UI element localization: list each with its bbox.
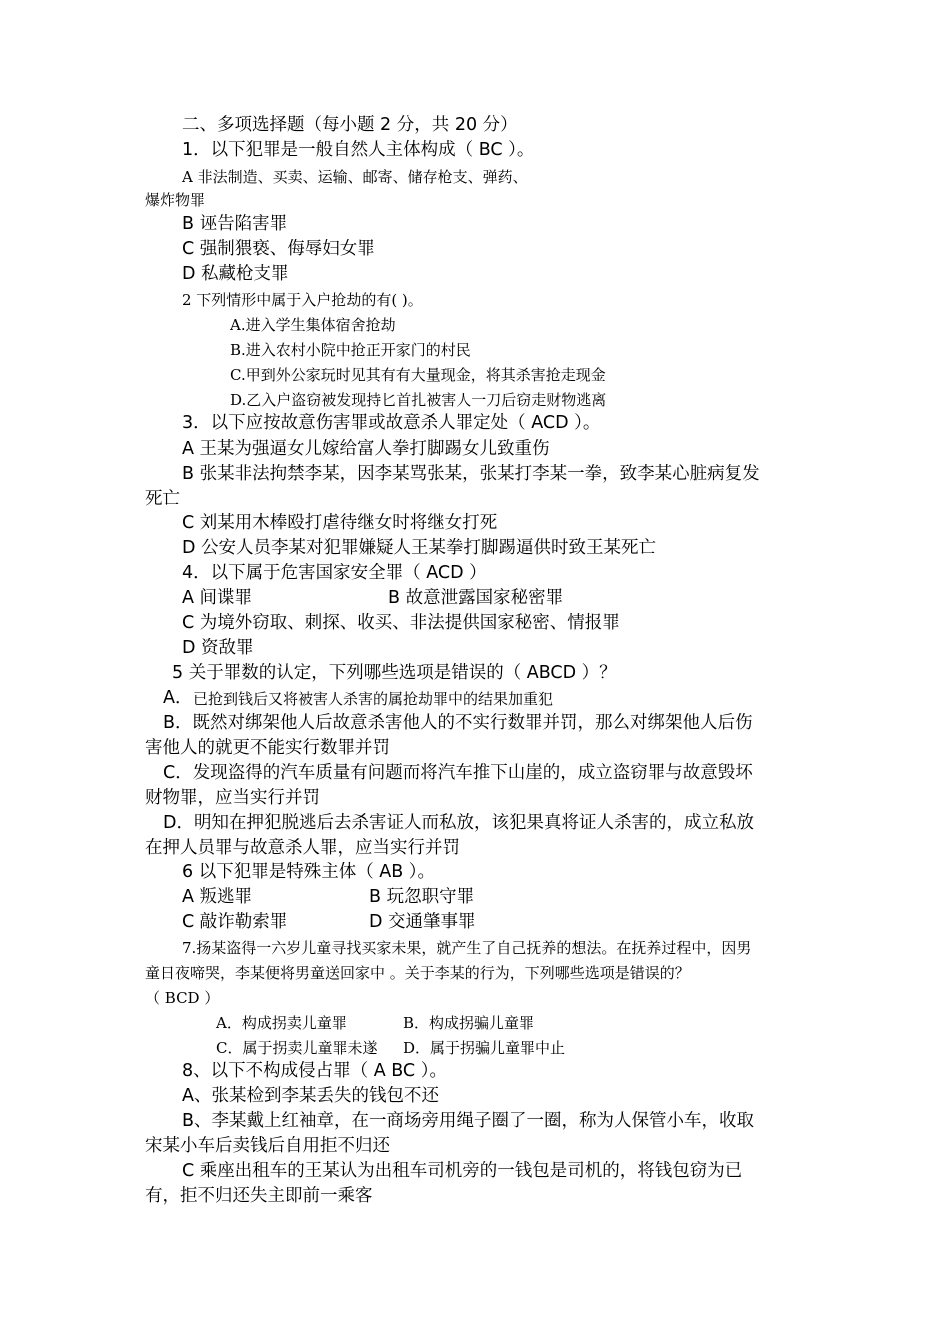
q6-option-c: C 敲诈勒索罪: [182, 912, 288, 932]
q7-option-b: B．构成拐骗儿童罪: [403, 1014, 535, 1032]
q2-option-a: A.进入学生集体宿舍抢劫: [230, 316, 396, 334]
q4-option-a: A 间谍罪: [182, 588, 253, 608]
q5-option-c: C．发现盗得的汽车质量有问题而将汽车推下山崖的，成立盗窃罪与故意毁坏: [163, 763, 753, 783]
q2-option-c: C.甲到外公家玩时见其有有大量现金，将其杀害抢走现金: [230, 366, 606, 384]
question-8: 8、以下不构成侵占罪（ A BC ）。: [182, 1061, 447, 1081]
q1-option-a: A 非法制造、买卖、运输、邮寄、储存枪支、弹药、: [182, 168, 528, 186]
q8-option-c-cont: 有，拒不归还失主即前一乘客: [145, 1186, 373, 1206]
section-heading: 二、多项选择题（每小题 2 分，共 20 分）: [182, 115, 518, 135]
q7-option-a: A．构成拐卖儿童罪: [216, 1014, 347, 1032]
q8-option-a: A、张某检到李某丢失的钱包不还: [182, 1086, 439, 1106]
q2-option-b: B.进入农村小院中抢正开家门的村民: [230, 341, 471, 359]
q5-option-d: D．明知在押犯脱逃后去杀害证人而私放，该犯果真将证人杀害的，成立私放: [163, 813, 754, 833]
q3-option-b-cont: 死亡: [145, 489, 180, 509]
question-7: 7.扬某盗得一六岁儿童寻找买家未果，就产生了自己抚养的想法。在抚养过程中，因男: [182, 939, 752, 957]
question-3: 3．以下应按故意伤害罪或故意杀人罪定处（ ACD ）。: [182, 413, 601, 433]
q5-option-a: 已抢到钱后又将被害人杀害的属抢劫罪中的结果加重犯: [193, 690, 554, 708]
q1-option-a-cont: 爆炸物罪: [145, 191, 206, 209]
q7-answer: （ BCD ）: [145, 989, 220, 1007]
q1-option-c: C 强制猥亵、侮辱妇女罪: [182, 239, 375, 259]
question-2: 2 下列情形中属于入户抢劫的有( )。: [182, 291, 423, 309]
q7-option-d: D．属于拐骗儿童罪中止: [403, 1039, 566, 1057]
q2-option-d: D.乙入户盗窃被发现持匕首扎被害人一刀后窃走财物逃离: [230, 391, 607, 409]
q4-option-b: B 故意泄露国家秘密罪: [388, 588, 564, 608]
q6-option-a: A 叛逃罪: [182, 887, 253, 907]
q8-option-c: C 乘座出租车的王某认为出租车司机旁的一钱包是司机的，将钱包窃为已: [182, 1161, 743, 1181]
q4-option-d: D 资敌罪: [182, 638, 254, 658]
q5-option-c-cont: 财物罪，应当实行并罚: [145, 788, 320, 808]
question-7-cont: 童日夜啼哭，李某便将男童送回家中 。关于李某的行为，下列哪些选项是错误的？: [145, 964, 690, 982]
q6-option-d: D 交通肇事罪: [369, 912, 476, 932]
q7-option-c: C．属于拐卖儿童罪未遂: [216, 1039, 378, 1057]
q4-option-c: C 为境外窃取、刺探、收买、非法提供国家秘密、情报罪: [182, 613, 620, 633]
q3-option-d: D 公安人员李某对犯罪嫌疑人王某拳打脚踢逼供时致王某死亡: [182, 538, 657, 558]
question-5: 5 关于罪数的认定，下列哪些选项是错误的（ ABCD ）？: [172, 663, 617, 683]
q5-option-a-label: A．: [163, 688, 193, 708]
q3-option-b: B 张某非法拘禁李某，因李某骂张某，张某打李某一拳，致李某心脏病复发: [182, 464, 760, 484]
q1-option-d: D 私藏枪支罪: [182, 264, 289, 284]
q6-option-b: B 玩忽职守罪: [369, 887, 475, 907]
question-4: 4．以下属于危害国家安全罪（ ACD ）: [182, 563, 487, 583]
q1-option-b: B 诬告陷害罪: [182, 214, 288, 234]
q8-option-b: B、李某戴上红袖章，在一商场旁用绳子圈了一圈，称为人保管小车，收取: [182, 1111, 755, 1131]
question-6: 6 以下犯罪是特殊主体（ AB ）。: [182, 862, 436, 882]
q8-option-b-cont: 宋某小车后卖钱后自用拒不归还: [145, 1136, 390, 1156]
q3-option-c: C 刘某用木棒殴打虐待继女时将继女打死: [182, 513, 498, 533]
q5-option-b-cont: 害他人的就更不能实行数罪并罚: [145, 738, 390, 758]
q5-option-d-cont: 在押人员罪与故意杀人罪，应当实行并罚: [145, 838, 460, 858]
q3-option-a: A 王某为强逼女儿嫁给富人拳打脚踢女儿致重伤: [182, 439, 550, 459]
q5-option-b: B．既然对绑架他人后故意杀害他人的不实行数罪并罚，那么对绑架他人后伤: [163, 713, 753, 733]
question-1: 1．以下犯罪是一般自然人主体构成（ BC ）。: [182, 140, 535, 160]
